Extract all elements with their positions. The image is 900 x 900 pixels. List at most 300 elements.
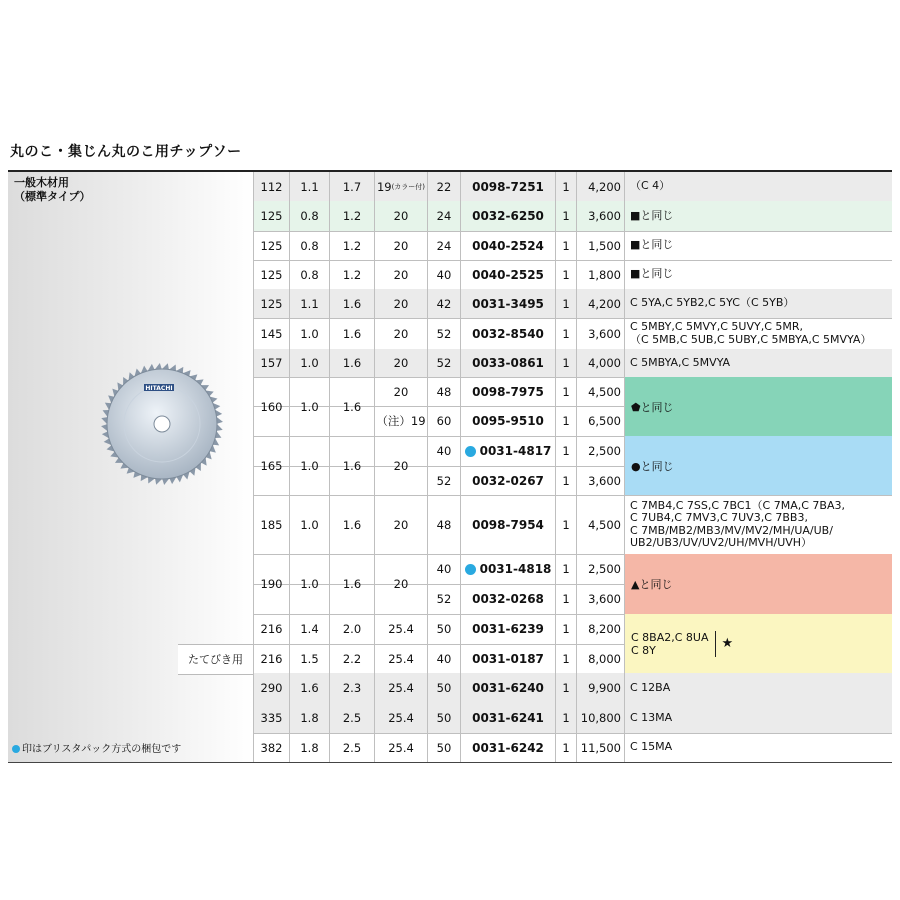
bore-text: 20 bbox=[393, 209, 409, 223]
model-compat-note-text: C 12BA bbox=[630, 680, 671, 694]
product-code bbox=[460, 289, 555, 318]
teeth bbox=[427, 172, 460, 201]
page-title: 丸のこ・集じん丸のこ用チップソー bbox=[10, 144, 242, 160]
diameter bbox=[253, 644, 289, 673]
price bbox=[576, 231, 624, 260]
price-text: 3,600 bbox=[588, 209, 621, 223]
teeth-text: 52 bbox=[436, 356, 452, 370]
teeth-text: 24 bbox=[436, 238, 452, 253]
kerf bbox=[289, 377, 329, 436]
kerf-text: 1.0 bbox=[300, 399, 319, 414]
quantity bbox=[555, 436, 576, 466]
group-note-190 bbox=[624, 554, 892, 614]
teeth bbox=[427, 436, 460, 466]
blade-tooth bbox=[162, 363, 169, 369]
bore bbox=[374, 554, 427, 614]
price bbox=[576, 349, 624, 377]
bore-text: 25.4 bbox=[388, 622, 414, 636]
kerf bbox=[289, 614, 329, 644]
model-compat-note-text: C 15MA bbox=[630, 740, 673, 754]
diameter-text: 160 bbox=[260, 399, 283, 414]
blister-dot-icon bbox=[12, 745, 20, 753]
category-line2: （標準タイプ） bbox=[14, 190, 91, 203]
diameter-text: 290 bbox=[260, 681, 283, 695]
teeth bbox=[427, 733, 460, 762]
model-compat-note bbox=[624, 172, 892, 201]
bore bbox=[374, 318, 427, 349]
price-text: 4,000 bbox=[588, 356, 621, 370]
product-code bbox=[460, 377, 555, 406]
kerf-text: 1.8 bbox=[300, 711, 319, 725]
price-text: 8,000 bbox=[588, 651, 621, 666]
quantity-text: 1 bbox=[562, 681, 570, 695]
quantity-text: 1 bbox=[562, 296, 570, 311]
quantity bbox=[555, 377, 576, 406]
kerf bbox=[289, 495, 329, 554]
kerf-text: 1.6 bbox=[300, 681, 319, 695]
price bbox=[576, 436, 624, 466]
bore-text: 25.4 bbox=[388, 740, 414, 755]
price-text: 2,500 bbox=[588, 444, 621, 458]
price-text: 8,200 bbox=[588, 622, 621, 636]
product-code-text: 0031-4817 bbox=[479, 444, 552, 458]
teeth-text: 60 bbox=[436, 414, 452, 428]
teeth-text: 24 bbox=[436, 209, 452, 223]
blade-brand: HITACHI bbox=[145, 385, 173, 392]
product-code bbox=[460, 466, 555, 495]
group-note-190-text: ▲と同じ bbox=[631, 578, 673, 591]
teeth bbox=[427, 231, 460, 260]
quantity-text: 1 bbox=[562, 267, 570, 282]
product-code-text: 0032-6250 bbox=[472, 209, 544, 223]
group-note-165-text: ●と同じ bbox=[631, 459, 674, 473]
quantity-text: 1 bbox=[562, 562, 570, 576]
quantity bbox=[555, 466, 576, 495]
bore bbox=[374, 614, 427, 644]
product-code-text: 0031-0187 bbox=[472, 651, 544, 666]
kerf-text: 1.0 bbox=[300, 356, 319, 370]
model-compat-note bbox=[624, 318, 892, 349]
product-code-text: 0040-2524 bbox=[472, 238, 544, 253]
bore bbox=[374, 495, 427, 554]
teeth bbox=[427, 703, 460, 733]
price bbox=[576, 406, 624, 436]
body-thickness bbox=[329, 231, 374, 260]
diameter bbox=[253, 172, 289, 201]
teeth-text: 42 bbox=[436, 296, 452, 311]
diameter-text: 125 bbox=[260, 209, 283, 223]
quantity-text: 1 bbox=[562, 356, 570, 370]
quantity-text: 1 bbox=[562, 592, 570, 606]
bore bbox=[374, 231, 427, 260]
teeth-text: 40 bbox=[436, 651, 452, 666]
product-code-text: 0032-0267 bbox=[472, 473, 544, 488]
kerf-text: 1.1 bbox=[300, 179, 319, 194]
teeth bbox=[427, 349, 460, 377]
body-thickness-text: 1.6 bbox=[342, 296, 362, 311]
category-label bbox=[14, 176, 91, 204]
diameter bbox=[253, 554, 289, 614]
bore bbox=[374, 172, 427, 201]
model-compat-note-text: C 5MBYA,C 5MVYA bbox=[630, 355, 731, 369]
bore-text: 20 bbox=[393, 517, 409, 532]
bore bbox=[374, 377, 427, 406]
bore bbox=[374, 289, 427, 318]
product-code bbox=[460, 495, 555, 554]
quantity bbox=[555, 614, 576, 644]
product-code bbox=[460, 260, 555, 289]
quantity-text: 1 bbox=[562, 622, 570, 636]
kerf bbox=[289, 349, 329, 377]
price bbox=[576, 644, 624, 673]
model-compat-note bbox=[624, 703, 892, 733]
bore bbox=[374, 703, 427, 733]
teeth-text: 52 bbox=[436, 592, 452, 606]
teeth-text: 50 bbox=[436, 681, 452, 695]
bore-text: 20 bbox=[393, 267, 409, 282]
teeth bbox=[427, 554, 460, 584]
bore-text: 20 bbox=[393, 356, 409, 370]
diameter bbox=[253, 289, 289, 318]
product-code bbox=[460, 318, 555, 349]
bore bbox=[374, 201, 427, 231]
body-thickness-text: 1.6 bbox=[342, 577, 362, 591]
body-thickness bbox=[329, 495, 374, 554]
body-thickness-text: 1.6 bbox=[342, 326, 362, 341]
quantity-text: 1 bbox=[562, 517, 570, 532]
quantity bbox=[555, 260, 576, 289]
blade-tooth bbox=[101, 417, 107, 424]
body-thickness-text: 2.2 bbox=[342, 651, 362, 666]
product-code-text: 0033-0861 bbox=[472, 356, 544, 370]
diameter-text: 190 bbox=[260, 577, 283, 591]
quantity bbox=[555, 172, 576, 201]
kerf bbox=[289, 201, 329, 231]
diameter bbox=[253, 231, 289, 260]
bore-text: 25.4 bbox=[388, 651, 414, 666]
body-thickness bbox=[329, 554, 374, 614]
model-compat-note-text: C 5YA,C 5YB2,C 5YC（C 5YB） bbox=[630, 296, 795, 310]
price-text: 10,800 bbox=[580, 711, 621, 725]
blade-tooth bbox=[217, 424, 223, 431]
kerf bbox=[289, 703, 329, 733]
quantity-text: 1 bbox=[562, 179, 570, 194]
model-compat-note-text: ■と同じ bbox=[630, 267, 674, 281]
diameter-text: 145 bbox=[260, 326, 283, 341]
product-code bbox=[460, 673, 555, 703]
bore-text: 20 bbox=[393, 577, 409, 591]
price-text: 2,500 bbox=[588, 562, 621, 576]
bore bbox=[374, 260, 427, 289]
quantity bbox=[555, 644, 576, 673]
diameter-text: 125 bbox=[260, 238, 283, 253]
body-thickness-text: 2.3 bbox=[342, 681, 362, 695]
diameter bbox=[253, 436, 289, 495]
quantity bbox=[555, 318, 576, 349]
quantity bbox=[555, 584, 576, 614]
diameter-text: 125 bbox=[260, 296, 283, 311]
teeth-text: 40 bbox=[436, 444, 452, 458]
body-thickness bbox=[329, 172, 374, 201]
bore-text: 25.4 bbox=[388, 681, 414, 695]
kerf bbox=[289, 260, 329, 289]
kerf-text: 0.8 bbox=[300, 267, 319, 282]
quantity bbox=[555, 349, 576, 377]
body-thickness bbox=[329, 673, 374, 703]
bore-collar-note: (カラー付) bbox=[391, 182, 426, 191]
blister-dot-icon bbox=[465, 564, 476, 575]
price bbox=[576, 495, 624, 554]
body-thickness-text: 2.5 bbox=[342, 740, 362, 755]
body-thickness bbox=[329, 733, 374, 762]
body-thickness bbox=[329, 260, 374, 289]
teeth bbox=[427, 466, 460, 495]
model-compat-note bbox=[624, 289, 892, 318]
diameter bbox=[253, 377, 289, 436]
bore bbox=[374, 733, 427, 762]
quantity-text: 1 bbox=[562, 384, 570, 399]
saw-blade-image bbox=[100, 362, 224, 486]
group-216-models bbox=[631, 631, 716, 657]
bore bbox=[374, 673, 427, 703]
group-216-line2: C 8Y bbox=[631, 643, 656, 657]
kerf bbox=[289, 318, 329, 349]
product-code-text: 0031-3495 bbox=[472, 296, 544, 311]
quantity-text: 1 bbox=[562, 444, 570, 458]
diameter bbox=[253, 673, 289, 703]
product-code-text: 0040-2525 bbox=[472, 267, 544, 282]
price bbox=[576, 172, 624, 201]
star-icon: ★ bbox=[721, 636, 734, 651]
product-code-text: 0031-6240 bbox=[472, 681, 544, 695]
bore bbox=[374, 644, 427, 673]
body-thickness bbox=[329, 436, 374, 495]
product-code bbox=[460, 584, 555, 614]
bore-text: 25.4 bbox=[388, 711, 414, 725]
quantity bbox=[555, 673, 576, 703]
model-compat-note bbox=[624, 733, 892, 762]
price-text: 1,500 bbox=[588, 238, 621, 253]
model-compat-note-text: C 5MBY,C 5MVY,C 5UVY,C 5MR, （C 5MB,C 5UB,C 5UBY,C 5MBYA,C 5MVYA） bbox=[630, 320, 872, 346]
kerf-text: 1.0 bbox=[300, 577, 319, 591]
product-code-text: 0031-6242 bbox=[472, 740, 544, 755]
quantity-text: 1 bbox=[562, 711, 570, 725]
price bbox=[576, 554, 624, 584]
blade-tooth bbox=[162, 479, 169, 485]
product-code bbox=[460, 406, 555, 436]
product-code-text: 0098-7975 bbox=[472, 384, 544, 399]
price bbox=[576, 260, 624, 289]
product-code-text: 0032-0268 bbox=[472, 592, 544, 606]
model-compat-note-text: C 13MA bbox=[630, 710, 673, 724]
product-code bbox=[460, 733, 555, 762]
body-thickness bbox=[329, 289, 374, 318]
quantity bbox=[555, 231, 576, 260]
body-thickness-text: 2.0 bbox=[342, 622, 362, 636]
body-thickness-text: 1.2 bbox=[342, 267, 362, 282]
kerf bbox=[289, 554, 329, 614]
price bbox=[576, 377, 624, 406]
price-text: 11,500 bbox=[580, 740, 621, 755]
diameter bbox=[253, 703, 289, 733]
quantity bbox=[555, 495, 576, 554]
kerf-text: 1.1 bbox=[300, 296, 319, 311]
kerf bbox=[289, 436, 329, 495]
table-bottom-rule bbox=[8, 762, 892, 763]
product-code bbox=[460, 614, 555, 644]
product-code-text: 0031-6241 bbox=[472, 711, 544, 725]
body-thickness-text: 1.6 bbox=[342, 517, 362, 532]
diameter-text: 216 bbox=[260, 651, 283, 666]
blister-dot-icon bbox=[465, 446, 476, 457]
product-code-text: 0031-4818 bbox=[479, 562, 552, 576]
blade-tooth bbox=[217, 417, 223, 424]
price-text: 9,900 bbox=[588, 681, 621, 695]
kerf bbox=[289, 644, 329, 673]
price bbox=[576, 466, 624, 495]
product-code bbox=[460, 172, 555, 201]
body-thickness bbox=[329, 377, 374, 436]
bore-text: （注）19 bbox=[376, 414, 426, 428]
diameter bbox=[253, 733, 289, 762]
body-thickness-text: 2.5 bbox=[342, 711, 362, 725]
blade-tooth bbox=[155, 363, 162, 369]
diameter bbox=[253, 614, 289, 644]
group-note-216 bbox=[624, 614, 892, 673]
teeth bbox=[427, 406, 460, 436]
product-code-text: 0032-8540 bbox=[472, 326, 544, 341]
diameter bbox=[253, 318, 289, 349]
model-compat-note bbox=[624, 349, 892, 377]
kerf-text: 1.4 bbox=[300, 622, 319, 636]
quantity-text: 1 bbox=[562, 209, 570, 223]
teeth bbox=[427, 289, 460, 318]
diameter bbox=[253, 260, 289, 289]
product-code-text: 0098-7954 bbox=[472, 517, 544, 532]
quantity bbox=[555, 554, 576, 584]
group-note-160-text: ⬟と同じ bbox=[631, 400, 674, 414]
blister-footnote: 印はブリスタパック方式の梱包です bbox=[12, 740, 181, 755]
teeth-text: 52 bbox=[436, 473, 452, 488]
teeth bbox=[427, 614, 460, 644]
kerf-text: 1.0 bbox=[300, 326, 319, 341]
kerf bbox=[289, 172, 329, 201]
bore-text: 20 bbox=[393, 384, 409, 399]
quantity bbox=[555, 406, 576, 436]
diameter-text: 165 bbox=[260, 458, 283, 473]
teeth-text: 40 bbox=[436, 562, 452, 576]
quantity bbox=[555, 703, 576, 733]
body-thickness-text: 1.2 bbox=[342, 209, 362, 223]
model-compat-note bbox=[624, 673, 892, 703]
teeth bbox=[427, 644, 460, 673]
teeth-text: 50 bbox=[436, 711, 452, 725]
price bbox=[576, 733, 624, 762]
bore-text: 20 bbox=[393, 296, 409, 311]
price bbox=[576, 201, 624, 231]
price bbox=[576, 584, 624, 614]
quantity-text: 1 bbox=[562, 651, 570, 666]
diameter bbox=[253, 201, 289, 231]
kerf bbox=[289, 673, 329, 703]
diameter bbox=[253, 495, 289, 554]
price-text: 4,200 bbox=[588, 179, 621, 194]
product-code bbox=[460, 201, 555, 231]
quantity-text: 1 bbox=[562, 740, 570, 755]
bore-text: 19 bbox=[376, 179, 392, 194]
teeth bbox=[427, 584, 460, 614]
quantity-text: 1 bbox=[562, 238, 570, 253]
price bbox=[576, 289, 624, 318]
teeth bbox=[427, 201, 460, 231]
kerf bbox=[289, 289, 329, 318]
diameter-text: 125 bbox=[260, 267, 283, 282]
price-text: 4,200 bbox=[588, 296, 621, 311]
kerf-text: 1.0 bbox=[300, 458, 319, 473]
price-text: 4,500 bbox=[588, 384, 621, 399]
kerf-text: 0.8 bbox=[300, 209, 319, 223]
body-thickness-text: 1.6 bbox=[342, 458, 362, 473]
bore bbox=[374, 349, 427, 377]
teeth-text: 50 bbox=[436, 622, 452, 636]
teeth bbox=[427, 318, 460, 349]
group-note-165 bbox=[624, 436, 892, 495]
quantity-text: 1 bbox=[562, 473, 570, 488]
diameter bbox=[253, 349, 289, 377]
bore-text: 20 bbox=[393, 238, 409, 253]
bore bbox=[374, 436, 427, 495]
teeth bbox=[427, 260, 460, 289]
product-code bbox=[460, 703, 555, 733]
category-line1: 一般木材用 bbox=[14, 176, 69, 189]
diameter-text: 112 bbox=[260, 179, 283, 194]
quantity bbox=[555, 201, 576, 231]
body-thickness bbox=[329, 644, 374, 673]
price-text: 1,800 bbox=[588, 267, 621, 282]
price-text: 3,600 bbox=[588, 592, 621, 606]
teeth-text: 48 bbox=[436, 384, 452, 399]
product-code bbox=[460, 554, 555, 584]
product-code-text: 0095-9510 bbox=[472, 414, 544, 428]
kerf bbox=[289, 231, 329, 260]
product-code-text: 0098-7251 bbox=[472, 179, 544, 194]
quantity-text: 1 bbox=[562, 326, 570, 341]
body-thickness-text: 1.2 bbox=[342, 238, 362, 253]
model-compat-note-text: ■と同じ bbox=[630, 238, 674, 252]
blade-tooth bbox=[155, 479, 162, 485]
price bbox=[576, 318, 624, 349]
price bbox=[576, 703, 624, 733]
body-thickness bbox=[329, 703, 374, 733]
blade-tooth bbox=[101, 424, 107, 431]
teeth bbox=[427, 673, 460, 703]
diameter-text: 157 bbox=[260, 356, 283, 370]
group-note-160 bbox=[624, 377, 892, 436]
teeth-text: 22 bbox=[436, 179, 452, 194]
quantity bbox=[555, 289, 576, 318]
body-thickness-text: 1.6 bbox=[342, 399, 362, 414]
bore-text: 20 bbox=[393, 326, 409, 341]
product-code bbox=[460, 231, 555, 260]
model-compat-note bbox=[624, 495, 892, 554]
kerf-text: 0.8 bbox=[300, 238, 319, 253]
teeth bbox=[427, 377, 460, 406]
model-compat-note-text: C 7MB4,C 7SS,C 7BC1（C 7MA,C 7BA3, C 7UB4,C 7MV3,C 7UV3,C 7BB3, C 7MB/MB2/MB3/MV/MV2/MH/UA/UB/ UB2/UB3/UV/UV2/UH/MVH/UVH） bbox=[630, 498, 845, 549]
teeth bbox=[427, 495, 460, 554]
product-code bbox=[460, 644, 555, 673]
price-text: 3,600 bbox=[588, 326, 621, 341]
product-code-text: 0031-6239 bbox=[472, 622, 544, 636]
